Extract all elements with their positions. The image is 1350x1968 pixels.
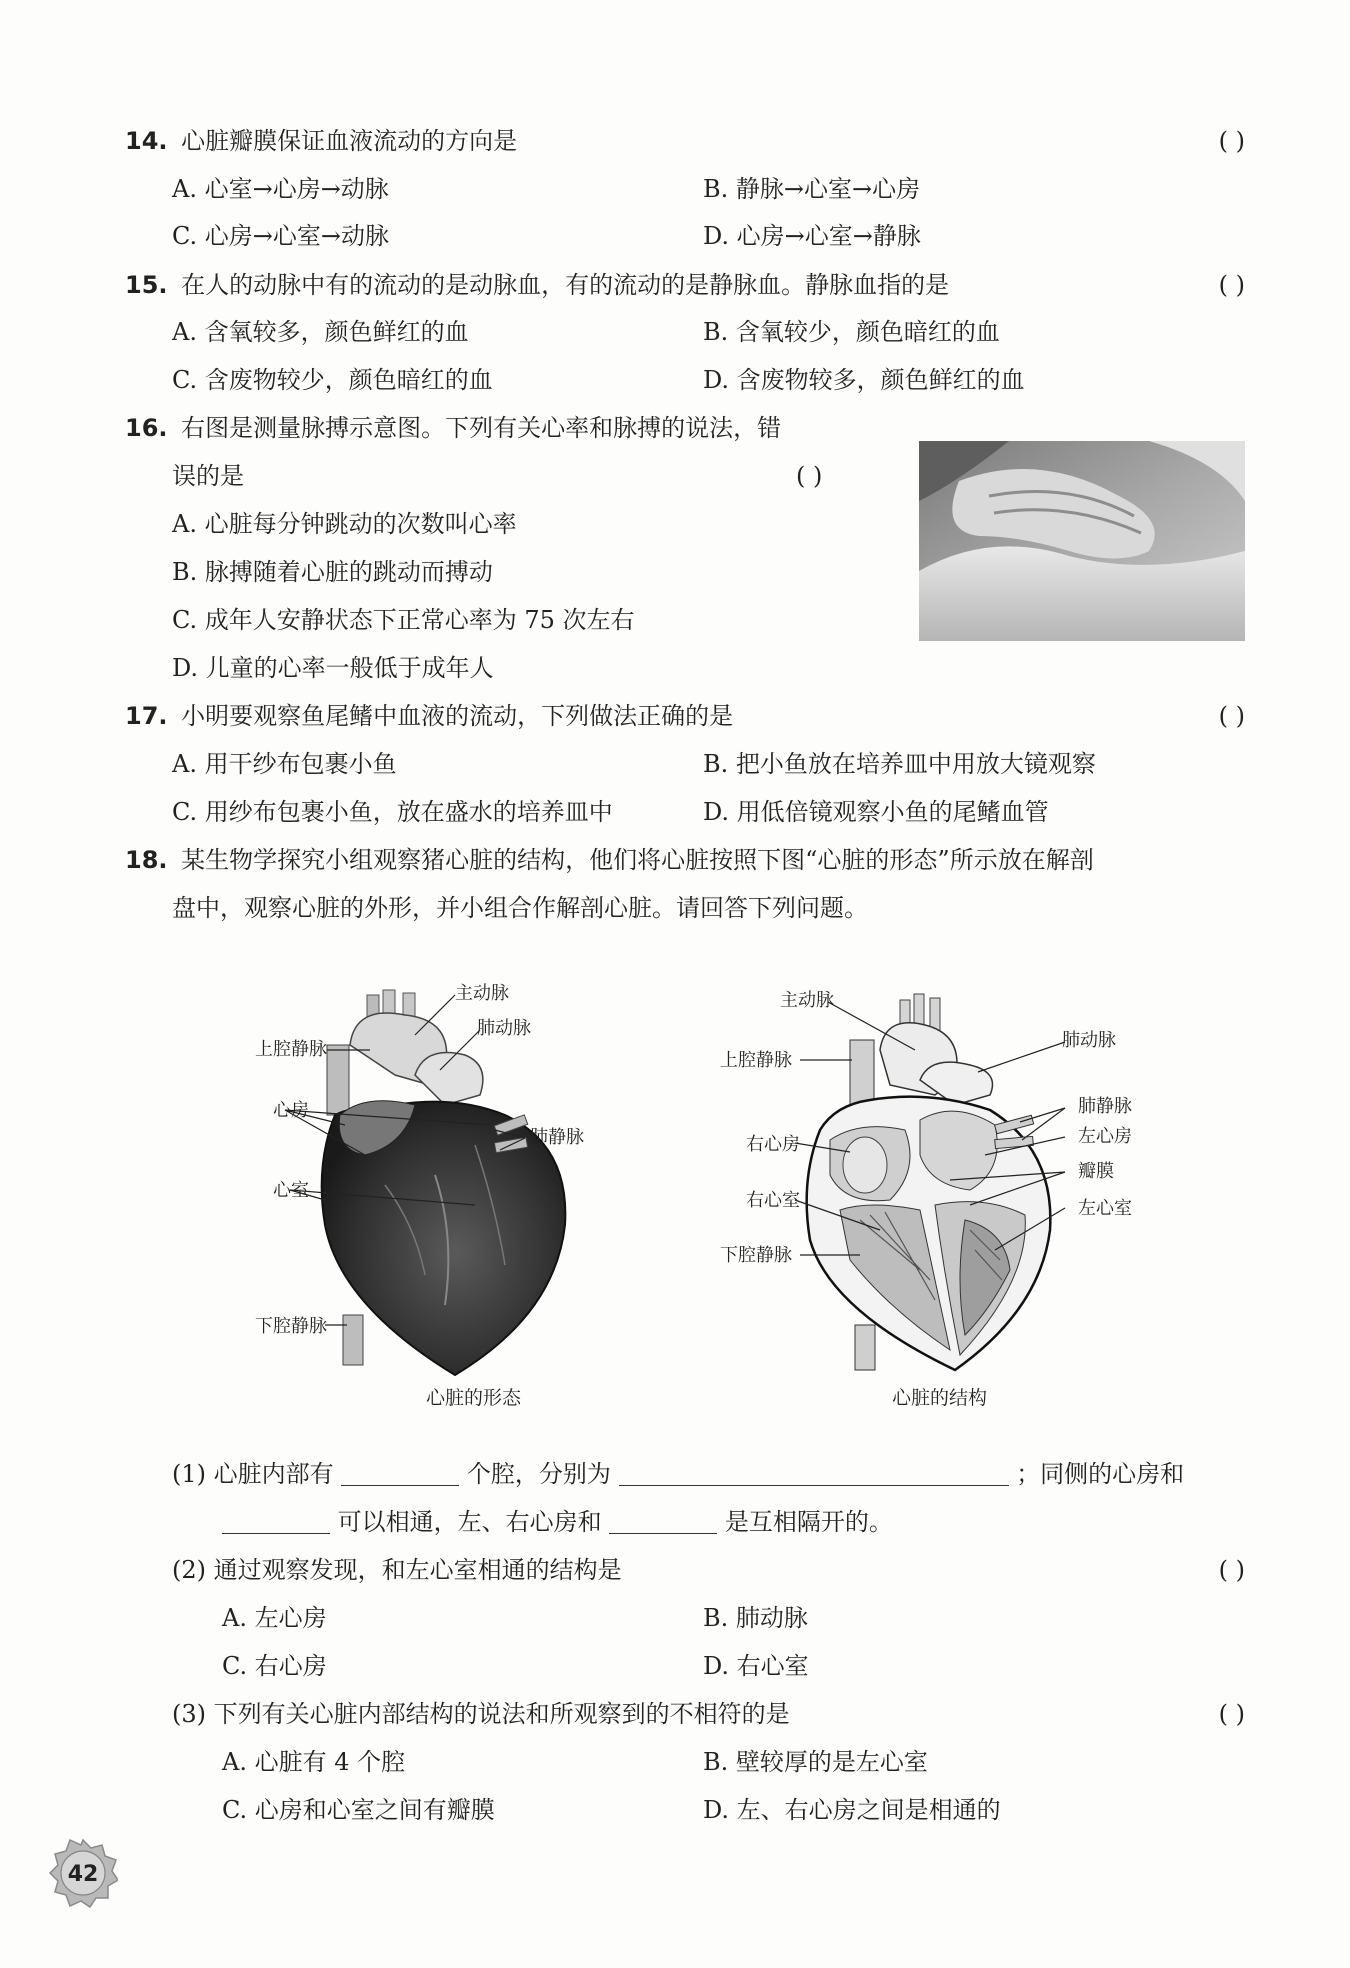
- label-ventricle: 心室: [273, 1180, 309, 1201]
- answer-parentheses: ( ): [1218, 1556, 1245, 1584]
- heart-structure-figure: [720, 980, 1160, 1380]
- answer-blank-connected[interactable]: [222, 1503, 330, 1534]
- answer-blank-chambers[interactable]: [619, 1455, 1009, 1486]
- figure-caption-structure: 心脏的结构: [892, 1387, 988, 1409]
- option-b: B. 脉搏随着心脏的跳动而搏动: [172, 558, 493, 586]
- option-c: C. 用纱布包裹小鱼，放在盛水的培养皿中: [172, 798, 613, 826]
- question-stem-line2: 盘中，观察心脏的外形，并小组合作解剖心脏。请回答下列问题。: [172, 894, 868, 922]
- label-left-atrium: 左心房: [1078, 1126, 1132, 1147]
- pulse-measurement-photo: [919, 441, 1245, 641]
- option-c: C. 心房→心室→动脉: [172, 222, 389, 250]
- label-aorta: 主动脉: [780, 990, 834, 1011]
- option-c: C. 心房和心室之间有瓣膜: [222, 1796, 495, 1824]
- option-a: A. 心脏每分钟跳动的次数叫心率: [172, 510, 517, 538]
- label-right-atrium: 右心房: [746, 1134, 800, 1155]
- subquestion-1-line1: [172, 1450, 1184, 1498]
- label-left-ventricle: 左心室: [1078, 1198, 1132, 1219]
- question-number: 14.: [125, 127, 168, 155]
- question-number: 17.: [125, 702, 168, 730]
- question-stem-line2: 误的是: [172, 462, 244, 490]
- subquestion-stem: (2) 通过观察发现，和左心室相通的结构是: [172, 1556, 622, 1584]
- label-pulmonary-artery: 肺动脉: [477, 1018, 531, 1039]
- answer-parentheses: ( ): [1218, 1700, 1245, 1728]
- heart-external-figure: [255, 975, 655, 1380]
- question-stem: 小明要观察鱼尾鳍中血液的流动，下列做法正确的是: [181, 702, 734, 730]
- question-number: 15.: [125, 271, 168, 299]
- subquestion-stem: (3) 下列有关心脏内部结构的说法和所观察到的不相符的是: [172, 1700, 790, 1728]
- answer-parentheses: ( ): [1218, 702, 1245, 730]
- option-d: D. 心房→心室→静脉: [703, 222, 921, 250]
- option-a: A. 左心房: [222, 1604, 327, 1632]
- label-pulmonary-vein: 肺静脉: [530, 1127, 584, 1148]
- option-a: A. 心脏有 4 个腔: [222, 1748, 406, 1776]
- page-number: 42: [67, 1862, 99, 1887]
- subquestion-3: [172, 1690, 1245, 1738]
- label-inferior-vena-cava: 下腔静脉: [720, 1245, 792, 1266]
- question-18: [125, 836, 1245, 884]
- answer-blank-count[interactable]: [341, 1455, 459, 1486]
- option-d: D. 用低倍镜观察小鱼的尾鳍血管: [703, 798, 1049, 826]
- label-superior-vena-cava: 上腔静脉: [720, 1050, 792, 1071]
- option-d: D. 右心室: [703, 1652, 809, 1680]
- label-atrium: 心房: [273, 1100, 309, 1121]
- label-valve: 瓣膜: [1078, 1161, 1114, 1182]
- label-right-ventricle: 右心室: [746, 1190, 800, 1211]
- option-c: C. 右心房: [222, 1652, 327, 1680]
- option-b: B. 壁较厚的是左心室: [703, 1748, 928, 1776]
- option-c: C. 成年人安静状态下正常心率为 75 次左右: [172, 606, 635, 634]
- question-stem: 心脏瓣膜保证血液流动的方向是: [181, 127, 518, 155]
- question-15: [125, 261, 1245, 309]
- question-number: 16.: [125, 414, 168, 442]
- option-b: B. 含氧较少，颜色暗红的血: [703, 318, 1000, 346]
- question-number: 18.: [125, 846, 168, 874]
- option-c: C. 含废物较少，颜色暗红的血: [172, 366, 493, 394]
- label-pulmonary-artery: 肺动脉: [1062, 1030, 1116, 1051]
- option-b: B. 把小鱼放在培养皿中用放大镜观察: [703, 750, 1096, 778]
- option-a: A. 用干纱布包裹小鱼: [172, 750, 397, 778]
- page-number-badge: [48, 1838, 118, 1908]
- question-17: [125, 692, 1245, 740]
- question-16: [125, 404, 885, 452]
- option-a: A. 含氧较多，颜色鲜红的血: [172, 318, 469, 346]
- subquestion-1-text-e: 是互相隔开的。: [724, 1508, 893, 1536]
- label-superior-vena-cava: 上腔静脉: [255, 1039, 327, 1060]
- subquestion-1-text-a: (1) 心脏内部有: [172, 1460, 334, 1488]
- answer-parentheses: ( ): [796, 462, 823, 490]
- question-14: [125, 117, 1245, 165]
- option-d: D. 左、右心房之间是相通的: [703, 1796, 1001, 1824]
- option-b: B. 静脉→心室→心房: [703, 175, 921, 203]
- option-d: D. 含废物较多，颜色鲜红的血: [703, 366, 1025, 394]
- question-stem: 在人的动脉中有的流动的是动脉血，有的流动的是静脉血。静脉血指的是: [181, 271, 950, 299]
- subquestion-2: [172, 1546, 1245, 1594]
- option-d: D. 儿童的心率一般低于成年人: [172, 654, 494, 682]
- option-a: A. 心室→心房→动脉: [172, 175, 389, 203]
- figure-caption-external: 心脏的形态: [426, 1387, 522, 1409]
- subquestion-1-text-d: 可以相通，左、右心房和: [337, 1508, 602, 1536]
- label-pulmonary-vein: 肺静脉: [1078, 1096, 1132, 1117]
- subquestion-1-text-c: ；同侧的心房和: [1016, 1460, 1185, 1488]
- answer-parentheses: ( ): [1218, 127, 1245, 155]
- subquestion-1-line2: [222, 1498, 893, 1546]
- label-aorta: 主动脉: [455, 983, 509, 1004]
- answer-blank-separated[interactable]: [609, 1503, 717, 1534]
- label-inferior-vena-cava: 下腔静脉: [255, 1316, 327, 1337]
- answer-parentheses: ( ): [1218, 271, 1245, 299]
- option-b: B. 肺动脉: [703, 1604, 808, 1632]
- question-stem-line1: 右图是测量脉搏示意图。下列有关心率和脉搏的说法，错: [181, 414, 782, 442]
- subquestion-1-text-b: 个腔，分别为: [466, 1460, 611, 1488]
- question-stem-line1: 某生物学探究小组观察猪心脏的结构，他们将心脏按照下图“心脏的形态”所示放在解剖: [181, 846, 1094, 874]
